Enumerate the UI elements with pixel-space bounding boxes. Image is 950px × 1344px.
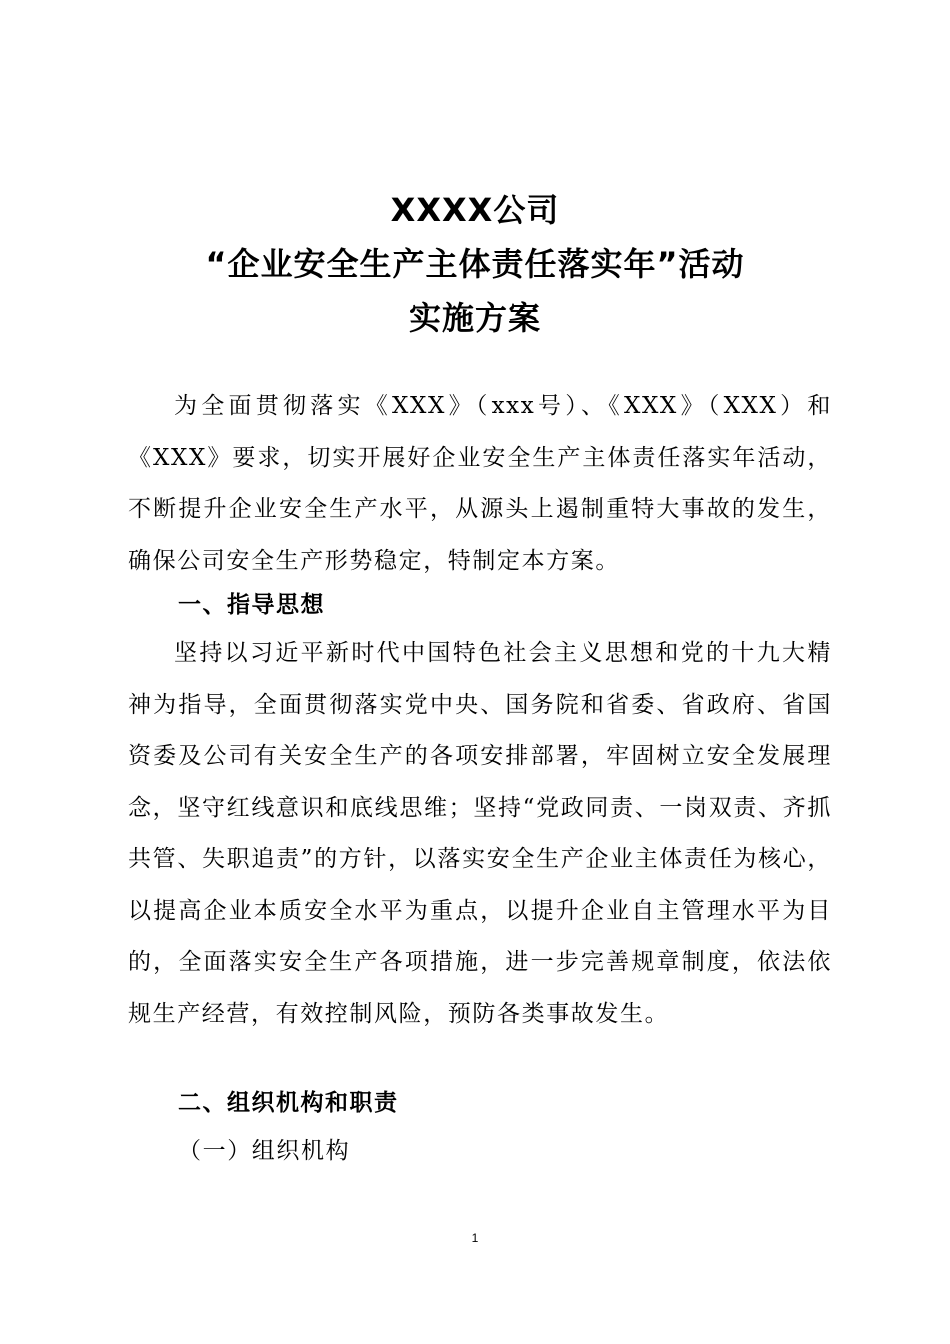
section1-heading: 一、指导思想 — [178, 592, 325, 618]
section2-subheading: （一）组织机构 — [178, 1138, 351, 1164]
title-activity: “企业安全生产主体责任落实年”活动 — [205, 245, 745, 283]
page-number: 1 — [471, 1231, 479, 1245]
title-plan: 实施方案 — [408, 299, 541, 337]
document-title — [0, 183, 950, 345]
section1-block — [128, 628, 832, 1040]
section2-heading: 二、组织机构和职责 — [178, 1090, 399, 1116]
title-company: XXXX公司 — [390, 191, 560, 229]
section1-paragraph: 坚持以习近平新时代中国特色社会主义思想和党的十九大精神为指导，全面贯彻落实党中央、国务院和省委、省政府、省国资委及公司有关安全生产的各项安排部署，牢固树立安全发展理念，坚守红线意识和底线思维；坚持“党政同责、一岗双责、齐抓共管、失职追责”的方针，以落实安全生产企业主体责任为核心，以提高企业本质安全水平为重点，以提升企业自主管理水平为目的，全面落实安全生产各项措施，进一步完善规章制度，依法依规生产经营，有效控制风险，预防各类事故发生。 — [128, 640, 832, 1027]
intro-paragraph: 为全面贯彻落实《XXX》（xxx号）、《XXX》（XXX）和《XXX》要求，切实开展好企业安全生产主体责任落实年活动，不断提升企业安全生产水平，从源头上遏制重特大事故的发生，确保公司安全生产形势稳定，特制定本方案。 — [128, 393, 832, 574]
intro-block — [128, 381, 832, 587]
